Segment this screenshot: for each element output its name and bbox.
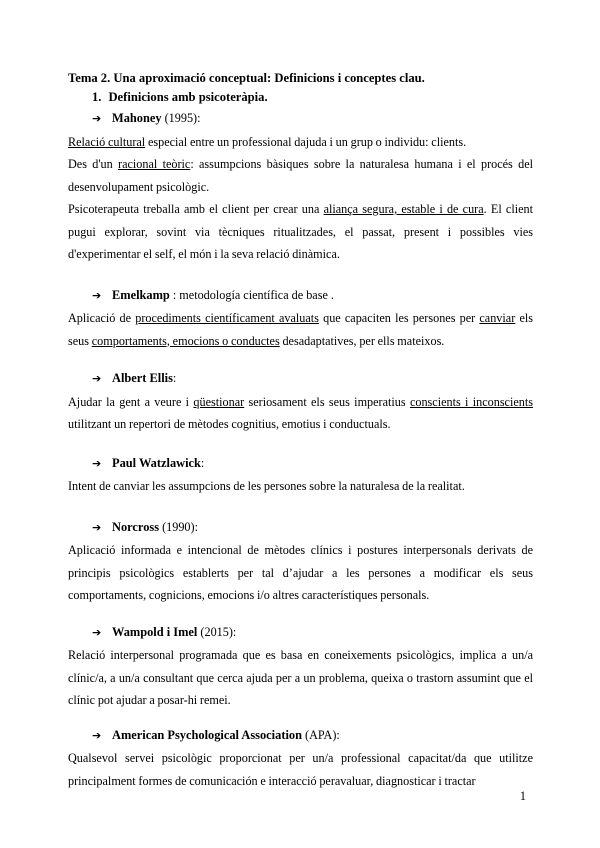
definition-paragraph: Psicoterapeuta treballa amb el client per crear una aliança segura, estable i de cura. El client pugui explorar, sovint via tècniques ritualitzades, el passat, present i possibles vies d'experimentar el self, el món i la seva relació dinàmica. <box>68 202 533 261</box>
author-name: Wampold i Imel <box>112 624 198 639</box>
definition-paragraph: Des d'un racional teòric: assumpcions bàsiques sobre la naturalesa humana i el procés del desenvolupament psicològic. <box>68 157 533 194</box>
section-heading <box>68 88 533 107</box>
definition-heading <box>68 516 533 540</box>
definition-paragraph: Relació interpersonal programada que es basa en coneixements psicològics, implica a un/a clínic/a, a un/a consultant que cerca ajuda per a un problema, queixa o trastorn assumint que el clínic pot ajudar a posar-hi remei. <box>68 648 533 707</box>
definition-entry-albert-ellis <box>68 367 533 436</box>
heading-suffix: (APA): <box>301 727 340 742</box>
heading-suffix: : <box>200 455 205 470</box>
definition-entry-paul-watzlawick <box>68 452 533 498</box>
definition-heading <box>68 621 533 645</box>
heading-suffix: (1995): <box>161 111 201 125</box>
author-name: American Psychological Association <box>112 727 302 742</box>
definition-heading <box>68 724 533 748</box>
heading-suffix: (2015): <box>197 624 237 639</box>
arrow-icon: ➔ <box>92 625 102 639</box>
definition-heading <box>68 452 533 476</box>
arrow-icon: ➔ <box>92 372 102 385</box>
definition-entry-mahoney <box>68 107 533 266</box>
arrow-icon: ➔ <box>92 112 102 125</box>
definition-paragraph: Ajudar la gent a veure i qüestionar seriosament els seus imperatius conscients i inconscients utilitzant un repertori de mètodes cognitius, emotius i conductuals. <box>68 394 533 431</box>
definition-heading <box>68 367 533 391</box>
definition-entry-apa <box>68 724 533 793</box>
definition-paragraph: Qualsevol servei psicològic proporcionat per un/a professional capacitat/da que utilitze principalment formes de comunicación e interacció peravaluar, diagnosticar i tractar <box>68 751 533 788</box>
author-name: Albert Ellis <box>112 371 173 385</box>
definition-paragraph: Aplicació de procediments científicament avaluats que capaciten les persones per canviar els seus comportaments, emocions o conductes desadaptatives, per ells mateixos. <box>68 311 533 348</box>
definition-heading <box>68 107 533 131</box>
definition-entry-wampold-imel <box>68 621 533 712</box>
definition-heading <box>68 284 533 308</box>
page-title: Tema 2. Una aproximació conceptual: Definicions i conceptes clau. <box>68 71 425 85</box>
document-content <box>68 69 533 792</box>
author-name: Norcross <box>112 519 160 534</box>
author-name: Emelkamp <box>112 287 170 302</box>
section-number: 1. <box>92 90 102 104</box>
author-name: Paul Watzlawick <box>112 455 201 470</box>
heading-suffix: (1990): <box>159 519 198 534</box>
definition-paragraph: Aplicació informada e intencional de mètodes clínics i postures interpersonals derivats de principis psicològics establerts per tal d’ajudar a les persones a modificar els seus comportaments, cognicions, emocions i/o altres característiques personals. <box>68 543 533 602</box>
definition-paragraph: Intent de canviar les assumpcions de les persones sobre la naturalesa de la realitat. <box>68 479 465 493</box>
arrow-icon: ➔ <box>92 288 102 302</box>
arrow-icon: ➔ <box>92 520 102 534</box>
arrow-icon: ➔ <box>92 728 102 742</box>
page-number: 1 <box>519 789 526 803</box>
author-name: Mahoney <box>112 111 162 125</box>
arrow-icon: ➔ <box>92 456 102 470</box>
heading-suffix: : metodología científica de base . <box>169 287 334 302</box>
definition-paragraph: Relació cultural especial entre un professional dajuda i un grup o individu: clients. <box>68 134 467 149</box>
definition-entry-emelkamp <box>68 284 533 353</box>
heading-suffix: : <box>172 371 177 385</box>
definition-entry-norcross <box>68 516 533 607</box>
section-title: Definicions amb psicoteràpia. <box>108 90 268 104</box>
